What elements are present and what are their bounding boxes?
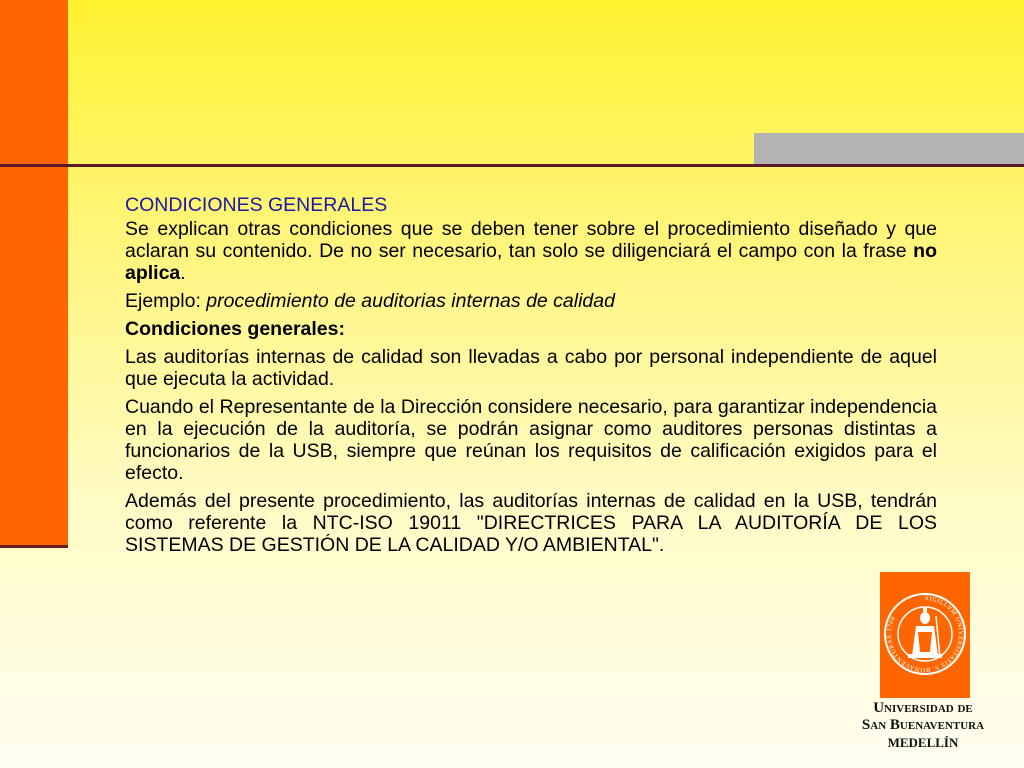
intro-bold-phrase: no aplica xyxy=(125,240,937,284)
university-name xyxy=(838,700,1008,751)
left-orange-bar xyxy=(0,0,68,548)
seal-ring-text: SIGILLVM UNIVERSITATIS S. BONAVENTURAE 1708 xyxy=(885,594,965,674)
university-seal xyxy=(880,572,970,698)
university-line-1: Universidad de xyxy=(873,700,973,716)
slide-heading: CONDICIONES GENERALES xyxy=(125,194,388,216)
paragraph-3: Además del presente procedimiento, las auditorías internas de calidad en la USB, tendrán como referente la NTC-ISO 19011 "DIRECTRICES PARA LA AUDITORÍA DE LOS SISTEMAS DE GESTIÓN DE LA CALIDAD Y/O AMBIENTAL". xyxy=(125,490,937,556)
intro-paragraph xyxy=(125,218,937,284)
university-city: MEDELLÍN xyxy=(887,735,959,750)
intro-text: Se explican otras condiciones que se deben tener sobre el procedimiento diseñado y que aclaran su contenido. De no ser necesario, tan solo se diligenciará el campo con la frase xyxy=(125,218,937,262)
seal-graphic xyxy=(880,572,970,698)
intro-end: . xyxy=(180,262,186,284)
university-line-2: San Buenaventura xyxy=(861,717,985,733)
paragraph-2: Cuando el Representante de la Dirección considere necesario, para garantizar independencia en la ejecución de la auditoría, se podrán asignar como auditores personas distintas a funcionarios de la USB, siempre que reúnan los requisitos de calificación exigidos para el efecto. xyxy=(125,396,937,484)
example-label: Ejemplo: xyxy=(125,290,207,312)
orange-bar-shadow xyxy=(0,545,68,548)
top-divider-line xyxy=(0,164,1024,167)
example-value: procedimiento de auditorias internas de calidad xyxy=(206,290,615,312)
paragraph-1: Las auditorías internas de calidad son llevadas a cabo por personal independiente de aquel que ejecuta la actividad. xyxy=(125,346,937,390)
subheading: Condiciones generales: xyxy=(125,318,345,340)
example-line xyxy=(125,290,937,312)
gray-accent-block xyxy=(754,133,1024,164)
slide-content xyxy=(125,194,937,562)
